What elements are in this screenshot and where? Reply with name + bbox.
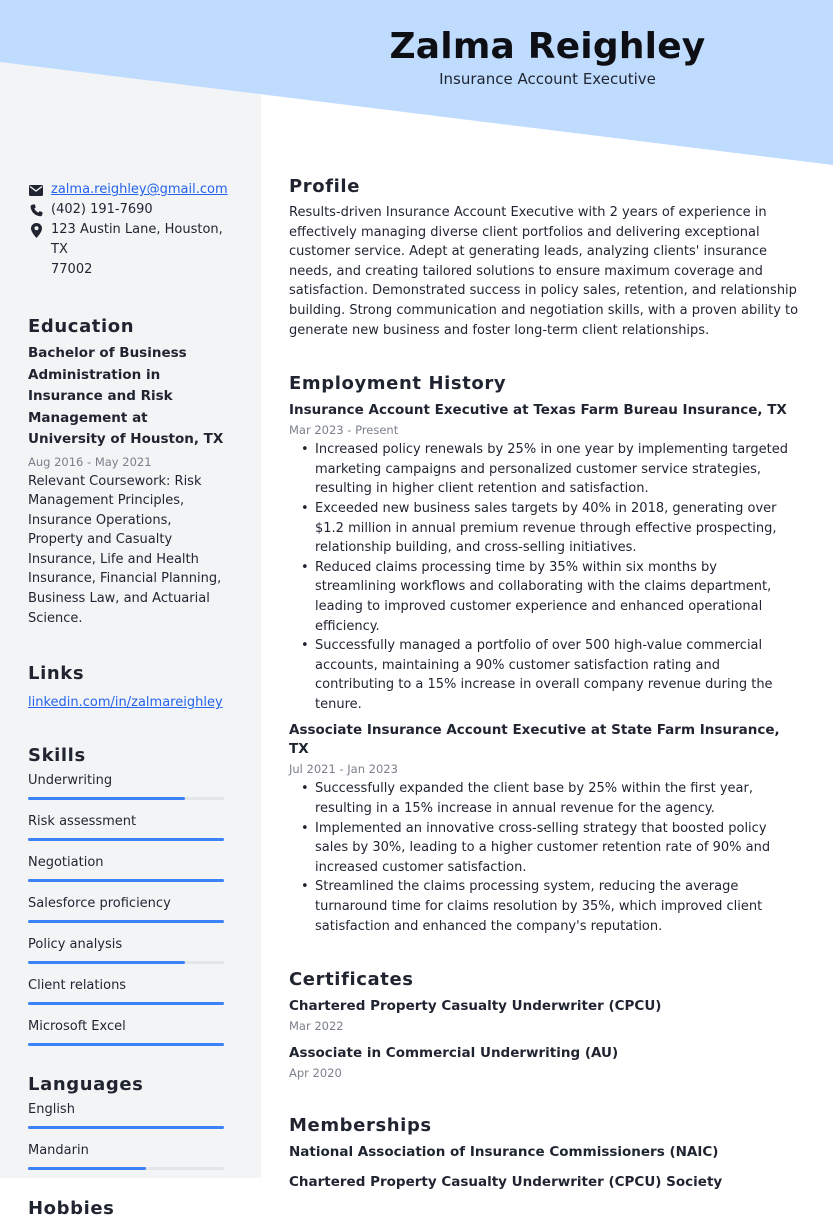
memberships-list bbox=[289, 1143, 801, 1192]
memberships-heading: Memberships bbox=[289, 1115, 432, 1137]
languages-heading: Languages bbox=[28, 1074, 144, 1096]
candidate-role: Insurance Account Executive bbox=[439, 70, 656, 88]
certificate-title: Associate in Commercial Underwriting (AU) bbox=[289, 1045, 619, 1062]
skill-level-fill bbox=[28, 797, 185, 800]
linkedin-link[interactable]: linkedin.com/in/zalmareighley bbox=[28, 695, 223, 711]
skill-level-bar bbox=[28, 1002, 224, 1005]
education-coursework: Relevant Coursework: Risk Management Principles, Insurance Operations, Property and Casualty Insurance, Life and Health Insurance, Financial Planning, Business Law, and Actuarial Science. bbox=[28, 473, 222, 626]
links-list bbox=[28, 691, 228, 710]
skill-level-fill bbox=[28, 879, 224, 882]
skill-item bbox=[28, 813, 228, 841]
skills-list bbox=[28, 772, 228, 1046]
job-bullet: • Reduced claims processing time by 35% within six months by streamlining workflows and collaborating with the claims department, leading to improved customer experience and enhanced operational efficiency. bbox=[289, 558, 801, 636]
skill-level-bar bbox=[28, 879, 224, 882]
membership-item: National Association of Insurance Commissioners (NAIC) bbox=[289, 1144, 719, 1161]
job-entry bbox=[289, 401, 801, 714]
skill-level-bar bbox=[28, 961, 224, 964]
skill-name: Risk assessment bbox=[28, 814, 137, 830]
job-bullet: • Exceeded new business sales targets by 40% in 2018, generating over $1.2 million in annual premium revenue through effective prospecting, relationship building, and cross-selling initiatives. bbox=[289, 499, 801, 558]
skill-level-bar bbox=[28, 838, 224, 841]
profile-text: Results-driven Insurance Account Executive with 2 years of experience in effectively managing diverse client portfolios and delivering exceptional customer service. Adept at generating leads, analyzing clients' insurance needs, and creating tailored solutions to ensure maximum coverage and satisfaction. Demonstrated success in policy sales, retention, and relationship building. Strong communication and negotiation skills, with a proven ability to generate new business and foster long-term client relationships. bbox=[289, 205, 799, 338]
education-dates: Aug 2016 - May 2021 bbox=[28, 454, 152, 469]
phone-icon bbox=[28, 200, 44, 220]
certificate-entry bbox=[289, 1044, 801, 1082]
profile-heading: Profile bbox=[289, 176, 361, 197]
email-link[interactable]: zalma.reighley@gmail.com bbox=[51, 182, 228, 197]
skill-name: Client relations bbox=[28, 978, 127, 994]
certificate-date: Apr 2020 bbox=[289, 1066, 342, 1081]
certificates-list bbox=[289, 997, 801, 1082]
location-pin-icon bbox=[28, 220, 44, 240]
certificates-heading: Certificates bbox=[289, 969, 414, 991]
membership-item: Chartered Property Casualty Underwriter (CPCU) Society bbox=[289, 1174, 723, 1191]
job-title: Insurance Account Executive at Texas Farm Bureau Insurance, TX bbox=[289, 402, 787, 419]
language-level-fill bbox=[28, 1126, 224, 1129]
skill-name: Underwriting bbox=[28, 773, 113, 789]
skill-item bbox=[28, 936, 228, 964]
skill-name: Policy analysis bbox=[28, 937, 123, 953]
skill-name: Microsoft Excel bbox=[28, 1019, 126, 1035]
skill-level-fill bbox=[28, 961, 185, 964]
candidate-name: Zalma Reighley bbox=[389, 26, 706, 67]
sidebar bbox=[28, 180, 228, 1219]
certificate-date: Mar 2022 bbox=[289, 1019, 344, 1034]
jobs-list bbox=[289, 401, 801, 936]
job-bullet: • Successfully managed a portfolio of over 500 high-value commercial accounts, maintaining a 90% customer satisfaction rating and contributing to a 15% increase in overall company revenue during the tenure. bbox=[289, 636, 801, 714]
contact-email-row bbox=[28, 180, 228, 200]
job-dates: Jul 2021 - Jan 2023 bbox=[289, 762, 398, 777]
language-name: English bbox=[28, 1102, 75, 1118]
skill-level-bar bbox=[28, 1043, 224, 1046]
job-entry bbox=[289, 721, 801, 936]
language-item bbox=[28, 1142, 228, 1170]
skill-item bbox=[28, 772, 228, 800]
skill-level-bar bbox=[28, 797, 224, 800]
job-title: Associate Insurance Account Executive at State Farm Insurance, TX bbox=[289, 722, 780, 758]
skill-name: Salesforce proficiency bbox=[28, 896, 171, 912]
skill-item bbox=[28, 854, 228, 882]
language-item bbox=[28, 1101, 228, 1129]
education-degree: Bachelor of Business Administration in Insurance and Risk Management at University of Houston, TX bbox=[28, 345, 224, 447]
skill-item bbox=[28, 1018, 228, 1046]
job-bullets bbox=[289, 440, 801, 714]
hobbies-heading: Hobbies bbox=[28, 1198, 115, 1219]
job-bullet: • Implemented an innovative cross-selling strategy that boosted policy sales by 30%, leading to a higher customer retention rate of 90% and increased customer satisfaction. bbox=[289, 819, 801, 878]
certificate-title: Chartered Property Casualty Underwriter (CPCU) bbox=[289, 998, 662, 1015]
job-bullet: • Streamlined the claims processing system, reducing the average turnaround time for claims resolution by 35%, which improved client satisfaction and enhanced the company's reputation. bbox=[289, 877, 801, 936]
phone-number: (402) 191-7690 bbox=[51, 202, 153, 217]
skill-level-fill bbox=[28, 1002, 224, 1005]
skill-level-bar bbox=[28, 920, 224, 923]
address-line-2: 77002 bbox=[51, 262, 93, 277]
main-content bbox=[289, 176, 801, 1192]
skill-level-fill bbox=[28, 920, 224, 923]
address bbox=[51, 220, 228, 280]
certificate-entry bbox=[289, 997, 801, 1035]
employment-heading: Employment History bbox=[289, 373, 507, 395]
links-heading: Links bbox=[28, 663, 85, 685]
contact-address-row bbox=[28, 220, 228, 280]
language-name: Mandarin bbox=[28, 1143, 89, 1159]
skill-level-fill bbox=[28, 1043, 224, 1046]
skill-name: Negotiation bbox=[28, 855, 104, 871]
skill-item bbox=[28, 895, 228, 923]
job-bullet: • Increased policy renewals by 25% in one year by implementing targeted marketing campaigns and personalized customer service strategies, resulting in higher client retention and satisfaction. bbox=[289, 440, 801, 499]
language-level-bar bbox=[28, 1167, 224, 1170]
job-dates: Mar 2023 - Present bbox=[289, 423, 399, 438]
skill-level-fill bbox=[28, 838, 224, 841]
skill-item bbox=[28, 977, 228, 1005]
job-bullets bbox=[289, 779, 801, 936]
language-level-fill bbox=[28, 1167, 146, 1170]
education-heading: Education bbox=[28, 316, 135, 337]
mail-icon bbox=[28, 180, 44, 200]
job-bullet: • Successfully expanded the client base by 25% within the first year, resulting in a 15% increase in annual revenue for the agency. bbox=[289, 779, 801, 818]
language-level-bar bbox=[28, 1126, 224, 1129]
languages-list bbox=[28, 1101, 228, 1170]
contact-phone-row bbox=[28, 200, 228, 220]
address-line-1: 123 Austin Lane, Houston, TX bbox=[51, 222, 223, 257]
skills-heading: Skills bbox=[28, 745, 86, 767]
